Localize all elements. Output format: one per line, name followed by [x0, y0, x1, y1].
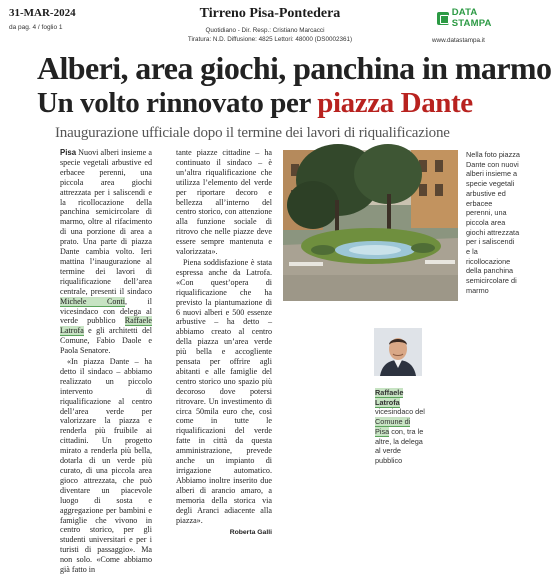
portrait-photo	[374, 328, 422, 376]
highlighted-name-vicemayor: Raffaele Latrofa	[60, 316, 152, 336]
author-name: Roberta Galli	[229, 529, 272, 537]
caption-text: vicesindaco del	[375, 407, 425, 417]
highlighted-name-mayor: Michele Conti	[60, 296, 125, 306]
data-stampa-logo-icon	[437, 12, 449, 25]
data-stampa-logo	[437, 7, 513, 29]
paragraph-text: , il vicesindaco con delega al verde pubblico	[60, 296, 153, 326]
headline-line-2-text: Un volto rinnovato per	[37, 87, 318, 119]
piazza-photo-illustration	[283, 150, 458, 301]
paragraph-text: Nuovi alberi insieme a specie vegetali arbustive ed erbacee perenni, una piccola area giochi attrezzata per i saliscendi e la ricollocazione della panchina semicircolare di marmo, oltre al rifacimento di una porzione di area a prato. Una parte di piazza Dante cambia volto. Ieri mattina l’inaugurazione al termine dei lavori di riqualificazione dell’area centrale, presenti il sindaco	[60, 148, 152, 296]
dateline: Pisa	[60, 148, 77, 157]
page-reference: da pag. 4 / foglio 1	[9, 24, 63, 31]
caption-person-name: Raffaele Latrofa	[375, 388, 404, 407]
newspaper-name: Tirreno Pisa-Pontedera	[199, 6, 341, 21]
piazza-dante-photo	[283, 150, 458, 301]
website: www.datastampa.it	[432, 37, 485, 44]
column-2-paragraph-2: Piena soddisfazione è stata espressa anche da Latrofa. «Con quest’opera di riqualificazione che ha previsto la piantumazione di 6 nuovi alberi e 500 essenze arbustive – ha detto – abbiamo creato al centro della piazza un’area verde più bella e accogliente pensata per offrire agli abitanti e alle famiglie del centro storico uno spazio più decoroso dove potersi ritrovare. Un investimento di circa 50mila euro che, così come in tutte le riqualificazioni del verde fatte in città da questa amministrazione, prevede anche un impianto di irrigazione automatico. Abbiamo inoltre inserito due alberi di arancio amaro, a memoria della storica via degli Aranci adiacente alla piazza».	[176, 257, 272, 525]
column-1-paragraph-2: «In piazza Dante – ha detto il sindaco – abbiamo realizzato un piccolo intervento di riqualificazione al centro dell’area verde per valorizzare la piazza e renderla più fruibile ai cittadini. Un progetto mirato a renderla più bella, dotarla di un verde più curato, di una piccola area gioco attrezzata, che può diventare un piacevole luogo di sosta e aggregazione per bambini e famiglie che vivono in centro storico, per gli studenti universitari e per i turisti di passaggio». Ma non solo. «Come abbiamo già fatto in	[60, 357, 152, 575]
caption-text: con, tra le altre, la delega al verde pubblico	[375, 426, 424, 465]
headline-accent: piazza Dante	[317, 87, 473, 119]
headline-line-2	[37, 89, 473, 118]
byline	[176, 527, 272, 538]
column-1-paragraph-1	[60, 148, 152, 356]
article-column-1	[60, 148, 152, 575]
headline-line-1: Alberi, area giochi, panchina in marmo	[37, 50, 551, 86]
person-portrait-illustration	[374, 328, 422, 376]
portrait-caption	[375, 388, 425, 466]
article-subtitle: Inaugurazione ufficiale dopo il termine dei lavori di riqualificazione	[55, 125, 450, 141]
clipping-date: 31-MAR-2024	[9, 7, 76, 19]
photo-caption: Nella foto piazza Dante con nuovi alberi insieme a specie vegetali arbustive ed erbacee perenni, una piccola area giochi attrezzata per i saliscendi e la ricollocazione della panchina semicircolare di marmo	[466, 150, 520, 295]
logo-text: DATA STAMPA	[451, 7, 492, 29]
circulation-info: Tiratura: N.D. Diffusione: 4825 Lettori: 48000 (DS0002361)	[187, 36, 353, 43]
paragraph-text: e gli architetti del Comune, Fabio Daole e Paola Senatore.	[60, 326, 152, 356]
article-column-2	[176, 148, 272, 538]
caption-highlight-comune: Comune di Pisa	[375, 417, 411, 436]
column-2-paragraph-1: tante piazze cittadine – ha continuato il sindaco – è un’altra riqualificazione che utilizza l’elemento del verde per riportare decoro e bellezza all’interno del centro storico, con attenzione alla funzione sociale di ritrovo che nelle piazze deve essere sempre mantenuta e valorizzata».	[176, 148, 272, 257]
newspaper-director: Quotidiano - Dir. Resp.: Cristiano Marcacci	[205, 27, 325, 34]
